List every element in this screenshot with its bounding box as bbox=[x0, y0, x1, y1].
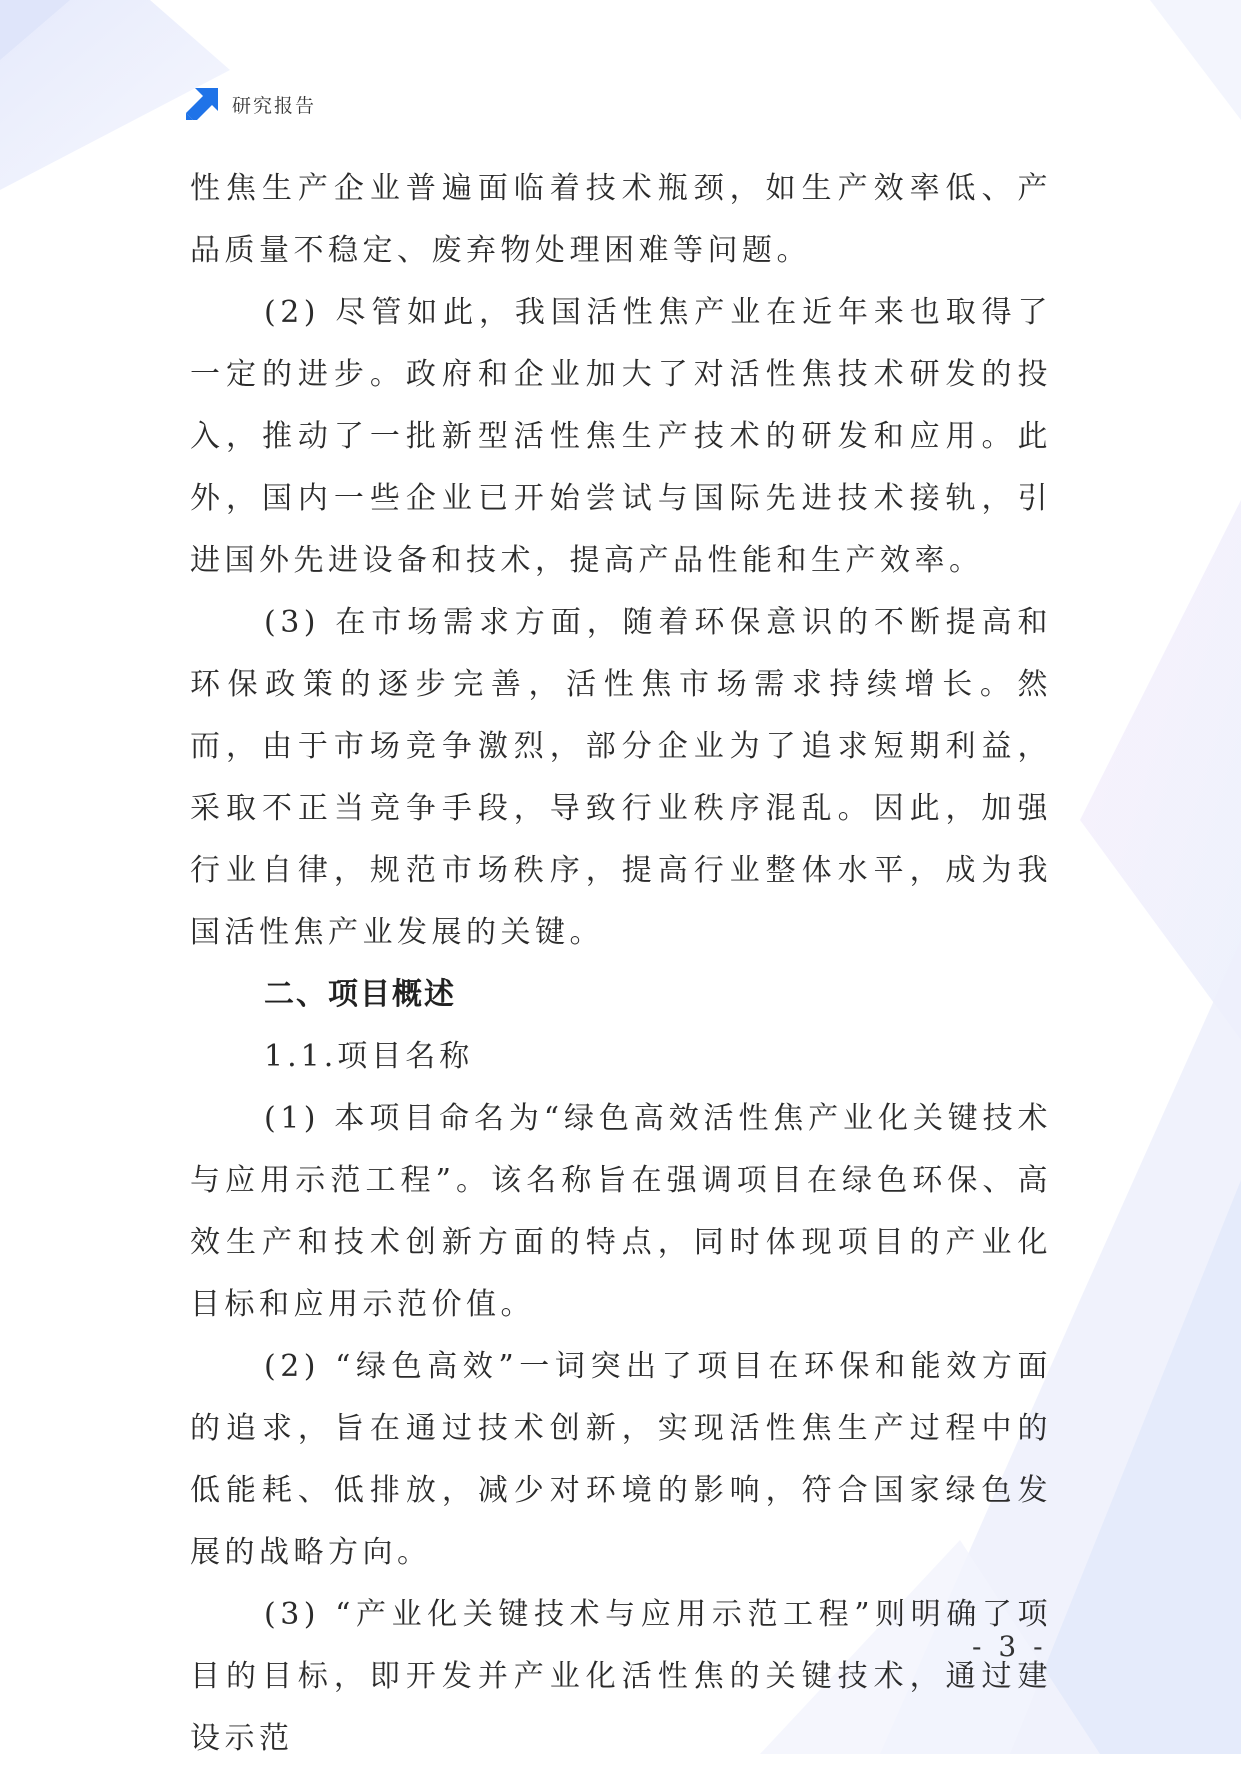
body-paragraph: 性焦生产企业普遍面临着技术瓶颈，如生产效率低、产品质量不稳定、废弃物处理困难等问题。 bbox=[190, 171, 1052, 268]
body-paragraph: (2) “绿色高效”一词突出了项目在环保和能效方面的追求，旨在通过技术创新，实现活性焦生产过程中的低能耗、低排放，减少对环境的影响，符合国家绿色发展的战略方向。 bbox=[190, 1349, 1052, 1570]
header-title: 研究报告 bbox=[232, 94, 317, 117]
subsection-heading: 1.1.项目名称 bbox=[264, 1039, 474, 1074]
body-paragraph: (3) 在市场需求方面，随着环保意识的不断提高和环保政策的逐步完善，活性焦市场需求持续增长。然而，由于市场竞争激烈，部分企业为了追求短期利益，采取不正当竞争手段，导致行业秩序混乱。因此，加强行业自律，规范市场秩序，提高行业整体水平，成为我国活性焦产业发展的关键。 bbox=[190, 605, 1052, 950]
page-number: - 3 - bbox=[972, 1630, 1047, 1663]
body-paragraph: (1) 本项目命名为“绿色高效活性焦产业化关键技术与应用示范工程”。该名称旨在强调项目在绿色环保、高效生产和技术创新方面的特点，同时体现项目的产业化目标和应用示范价值。 bbox=[190, 1101, 1052, 1322]
document-body bbox=[190, 158, 1052, 1770]
body-paragraph: (2) 尽管如此，我国活性焦产业在近年来也取得了一定的进步。政府和企业加大了对活性焦技术研发的投入，推动了一批新型活性焦生产技术的研发和应用。此外，国内一些企业已开始尝试与国际先进技术接轨，引进国外先进设备和技术，提高产品性能和生产效率。 bbox=[190, 295, 1052, 578]
arrow-logo-icon bbox=[186, 88, 218, 120]
report-header bbox=[186, 88, 316, 120]
section-heading: 二、项目概述 bbox=[264, 977, 456, 1012]
body-paragraph: (3) “产业化关键技术与应用示范工程”则明确了项目的目标，即开发并产业化活性焦的关键技术，通过建设示范 bbox=[190, 1597, 1052, 1756]
